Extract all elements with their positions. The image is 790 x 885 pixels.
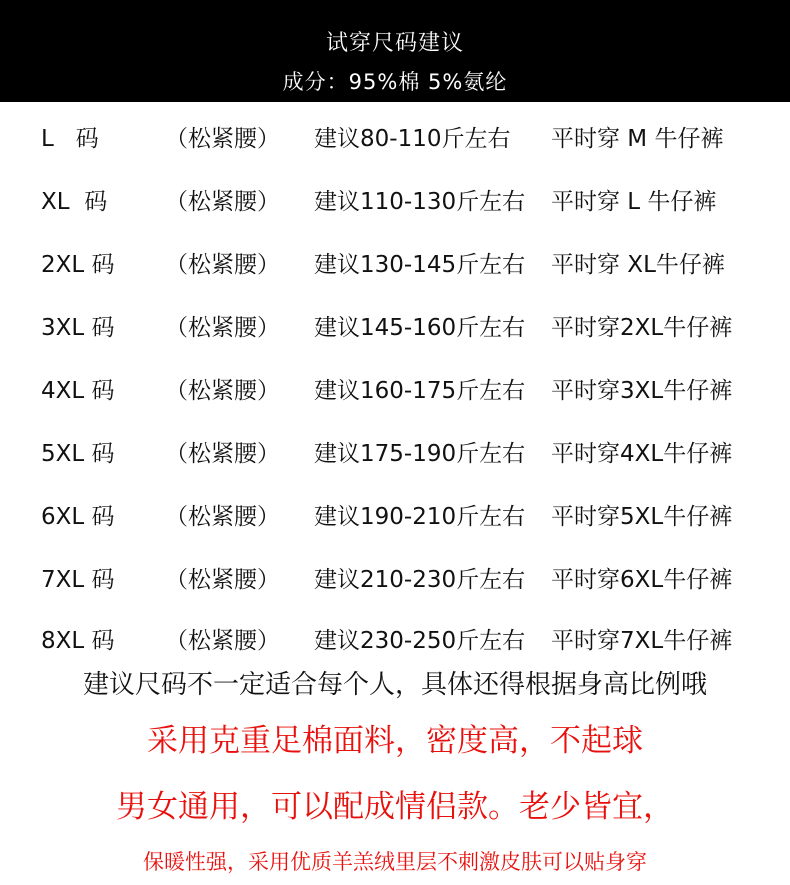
waist-type: （松紧腰） [165, 441, 280, 467]
size-row [0, 120, 790, 160]
usual-size: 平时穿 XL牛仔裤 [551, 252, 725, 278]
usual-size: 平时穿4XL牛仔裤 [551, 441, 733, 467]
size-label: L 码 [41, 126, 99, 152]
waist-type: （松紧腰） [165, 504, 280, 530]
weight-range: 建议80-110斤左右 [314, 126, 511, 152]
size-label: 6XL 码 [41, 504, 115, 530]
size-row [0, 622, 790, 662]
usual-size: 平时穿2XL牛仔裤 [551, 315, 733, 341]
waist-type: （松紧腰） [165, 126, 280, 152]
lining-note: 保暖性强，采用优质羊羔绒里层不刺激皮肤可以贴身穿 [143, 850, 647, 874]
waist-type: （松紧腰） [165, 252, 280, 278]
waist-type: （松紧腰） [165, 378, 280, 404]
usual-size: 平时穿7XL牛仔裤 [551, 628, 733, 654]
size-label: 4XL 码 [41, 378, 115, 404]
fabric-feature: 采用克重足棉面料，密度高，不起球 [147, 723, 643, 759]
size-label: 8XL 码 [41, 628, 115, 654]
weight-range: 建议130-145斤左右 [314, 252, 526, 278]
size-label: 5XL 码 [41, 441, 115, 467]
weight-range: 建议110-130斤左右 [314, 189, 526, 215]
weight-range: 建议210-230斤左右 [314, 567, 526, 593]
size-row [0, 498, 790, 538]
weight-range: 建议230-250斤左右 [314, 628, 526, 654]
usual-size: 平时穿 L 牛仔裤 [551, 189, 717, 215]
size-label: 2XL 码 [41, 252, 115, 278]
size-label: XL 码 [41, 189, 108, 215]
material-composition: 成分：95%棉 5%氨纶 [282, 70, 508, 94]
usual-size: 平时穿5XL牛仔裤 [551, 504, 733, 530]
waist-type: （松紧腰） [165, 315, 280, 341]
size-disclaimer: 建议尺码不一定适合每个人，具体还得根据身高比例哦 [82, 670, 707, 700]
unisex-note: 男女通用，可以配成情侣款。老少皆宜， [116, 789, 674, 825]
size-row [0, 309, 790, 349]
weight-range: 建议145-160斤左右 [314, 315, 526, 341]
size-label: 3XL 码 [41, 315, 115, 341]
size-row [0, 246, 790, 286]
usual-size: 平时穿 M 牛仔裤 [551, 126, 724, 152]
weight-range: 建议190-210斤左右 [314, 504, 526, 530]
size-row [0, 183, 790, 223]
size-guide-header [0, 0, 790, 102]
size-row [0, 561, 790, 601]
size-row [0, 372, 790, 412]
usual-size: 平时穿6XL牛仔裤 [551, 567, 733, 593]
usual-size: 平时穿3XL牛仔裤 [551, 378, 733, 404]
waist-type: （松紧腰） [165, 628, 280, 654]
weight-range: 建议175-190斤左右 [314, 441, 526, 467]
size-label: 7XL 码 [41, 567, 115, 593]
size-row [0, 435, 790, 475]
waist-type: （松紧腰） [165, 189, 280, 215]
weight-range: 建议160-175斤左右 [314, 378, 526, 404]
waist-type: （松紧腰） [165, 567, 280, 593]
page-title: 试穿尺码建议 [325, 31, 464, 56]
